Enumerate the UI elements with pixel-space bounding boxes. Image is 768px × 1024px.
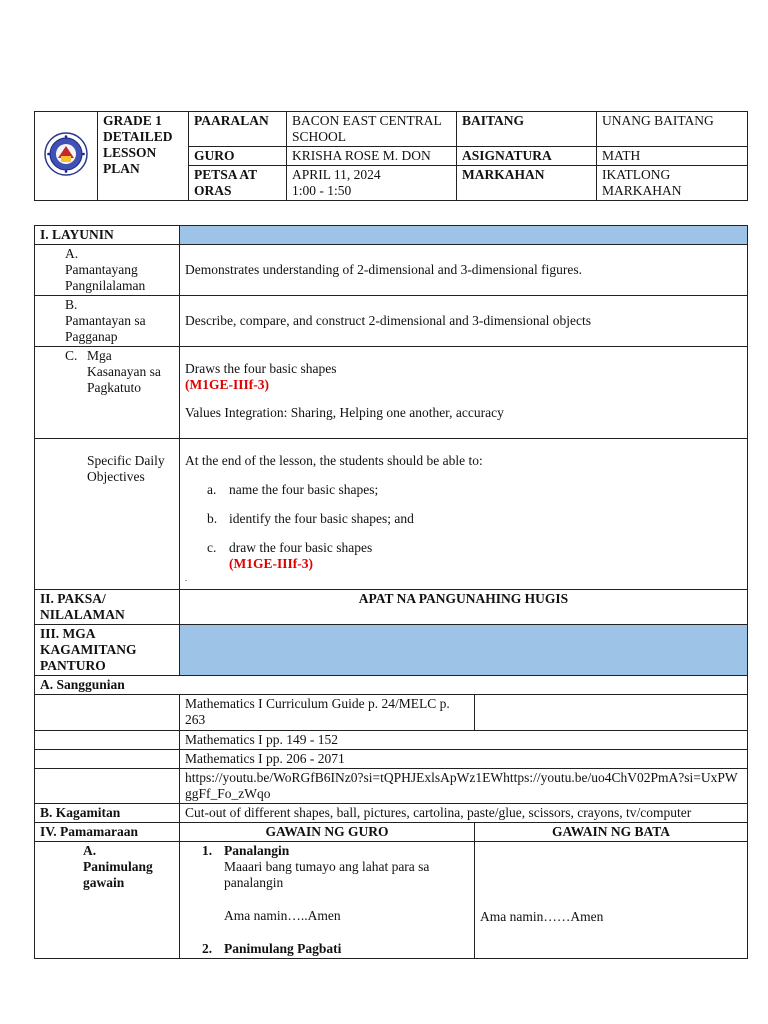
- step-panalangin-prayer: Ama namin…..Amen: [224, 908, 341, 923]
- sanggunian-ref3-blank: [35, 750, 180, 769]
- panimulang-gawain-label: A. Panimulang gawain: [35, 842, 180, 959]
- layunin-blank: [180, 226, 748, 245]
- objective-code: (M1GE-IIIf-3): [229, 556, 313, 571]
- sanggunian-ref4-link[interactable]: https://youtu.be/WoRGfB6INz0?si=tQPHJExlsApWz1EWhttps://youtu.be/uo4ChV02PmA?si=UxPWggFf_Fo_zWqo: [180, 769, 748, 804]
- sdo-label: Specific Daily Objectives: [35, 439, 180, 590]
- kasanayan-code: (M1GE-IIIf-3): [185, 377, 269, 392]
- petsa-label: PETSA AT ORAS: [189, 166, 287, 201]
- objective-c: c. draw the four basic shapes: [207, 540, 373, 555]
- kagamitang-panturo-blank: [180, 625, 748, 676]
- values-integration: Values Integration: Sharing, Helping one another, accuracy: [185, 405, 504, 420]
- paaralan-label: PAARALAN: [189, 112, 287, 147]
- deped-seal-icon: [44, 132, 88, 176]
- sdo-content: [180, 439, 748, 590]
- step-panimulang-pagbati: 2. Panimulang Pagbati: [202, 941, 342, 956]
- kagamitan-label: B. Kagamitan: [35, 804, 180, 823]
- layunin-a-text: Demonstrates understanding of 2-dimensional and 3-dimensional figures.: [180, 245, 748, 296]
- layunin-c-label: C. Mga Kasanayan sa Pagkatuto: [35, 347, 180, 439]
- pamamaraan-label: IV. Pamamaraan: [35, 823, 180, 842]
- sanggunian-ref3: Mathematics I pp. 206 - 2071: [180, 750, 748, 769]
- gawain-guro-head: GAWAIN NG GURO: [180, 823, 475, 842]
- stray-dot: .: [185, 574, 187, 583]
- markahan-label: MARKAHAN: [457, 166, 597, 201]
- sdo-intro: At the end of the lesson, the students should be able to:: [185, 453, 483, 468]
- layunin-c-content: [180, 347, 748, 439]
- sanggunian-ref4-blank: [35, 769, 180, 804]
- gawain-guro-content: [180, 842, 475, 959]
- layunin-heading: I. LAYUNIN: [35, 226, 180, 245]
- petsa-date: APRIL 11, 2024: [292, 167, 381, 182]
- kagamitang-panturo-label: III. MGA KAGAMITANG PANTURO: [35, 625, 180, 676]
- petsa-time: 1:00 - 1:50: [292, 183, 352, 198]
- asignatura-label: ASIGNATURA: [457, 147, 597, 166]
- objective-b: b. identify the four basic shapes; and: [207, 511, 414, 526]
- paksa-value: APAT NA PANGUNAHING HUGIS: [180, 590, 748, 625]
- lesson-plan-title: GRADE 1 DETAILED LESSON PLAN: [98, 112, 189, 201]
- sanggunian-ref1-extra: [475, 695, 748, 731]
- layunin-b-text: Describe, compare, and construct 2-dimensional and 3-dimensional objects: [180, 296, 748, 347]
- sanggunian-label: A. Sanggunian: [35, 676, 748, 695]
- layunin-b-label: B.Pamantayan sa Pagganap: [35, 296, 180, 347]
- sanggunian-ref1: Mathematics I Curriculum Guide p. 24/MELC p. 263: [180, 695, 475, 731]
- step-panalangin: 1. Panalangin: [202, 843, 290, 858]
- guro-value: KRISHA ROSE M. DON: [287, 147, 457, 166]
- paaralan-value: BACON EAST CENTRAL SCHOOL: [287, 112, 457, 147]
- kagamitan-value: Cut-out of different shapes, ball, pictures, cartolina, paste/glue, scissors, crayons, tv/computer: [180, 804, 748, 823]
- asignatura-value: MATH: [597, 147, 748, 166]
- baitang-label: BAITANG: [457, 112, 597, 147]
- header-table: [34, 111, 748, 201]
- sanggunian-ref2: Mathematics I pp. 149 - 152: [180, 731, 748, 750]
- markahan-value: IKATLONG MARKAHAN: [597, 166, 748, 201]
- baitang-value: UNANG BAITANG: [597, 112, 748, 147]
- deped-seal-cell: [35, 112, 98, 201]
- paksa-label: II. PAKSA/ NILALAMAN: [35, 590, 180, 625]
- lesson-plan-table: [34, 225, 748, 959]
- sanggunian-ref1-blank: [35, 695, 180, 731]
- sanggunian-ref2-blank: [35, 731, 180, 750]
- step-panalangin-text: Maaari bang tumayo ang lahat para sa panalangin: [224, 859, 430, 890]
- gawain-bata-head: GAWAIN NG BATA: [475, 823, 748, 842]
- petsa-value: [287, 166, 457, 201]
- kasanayan-text: Draws the four basic shapes: [185, 361, 337, 376]
- guro-label: GURO: [189, 147, 287, 166]
- gawain-bata-content: Ama namin……Amen: [475, 842, 748, 959]
- objective-a: a. name the four basic shapes;: [207, 482, 379, 497]
- layunin-a-label: A.Pamantayang Pangnilalaman: [35, 245, 180, 296]
